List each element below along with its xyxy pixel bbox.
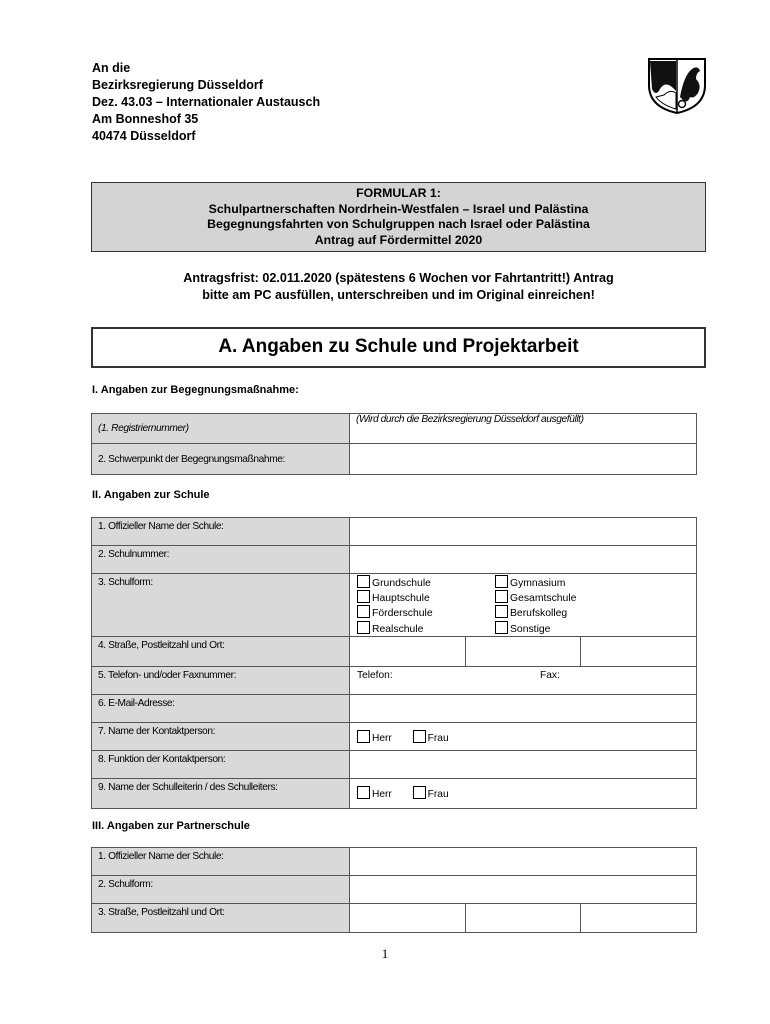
checkbox[interactable] [357,621,370,634]
school-name-label: 1. Offizieller Name der Schule: [92,518,350,546]
school-name-input[interactable] [350,518,697,546]
address-line: An die [92,61,131,75]
school-type-options [350,574,697,637]
measure-table [91,413,697,475]
checkbox[interactable] [357,575,370,588]
street-label: 4. Straße, Postleitzahl und Ort: [92,636,350,666]
contact-function-input[interactable] [350,750,697,778]
form-title-line: FORMULAR 1: [356,186,441,200]
herr-checkbox[interactable] [357,730,370,743]
section-a-title: A. Angaben zu Schule und Projektarbeit [91,327,706,368]
registration-number-field [350,414,697,444]
school-type-label: Grundschule [372,578,431,589]
school-type-label: Hauptschule [372,593,430,605]
school-type-label: Realschule [372,623,424,635]
principal-label: 9. Name der Schulleiterin / des Schulleiters: [92,778,350,808]
nrw-coat-of-arms-icon [646,55,708,115]
school-number-label: 2. Schulnummer: [92,546,350,574]
school-type-berufskolleg[interactable] [495,605,576,620]
postcode-input[interactable] [465,636,581,666]
page-number: 1 [381,946,389,961]
principal-field[interactable] [350,778,697,808]
address-line: Dez. 43.03 – Internationaler Austausch [92,95,321,109]
checkbox[interactable] [495,621,508,634]
partner-name-label: 1. Offizieller Name der Schule: [92,848,350,876]
frau-label: Frau [427,788,449,800]
checkbox[interactable] [357,590,370,603]
school-type-label: Berufskolleg [510,608,568,620]
form-title-box [91,182,706,252]
city-input[interactable] [581,636,697,666]
school-type-realschule[interactable] [357,621,495,636]
partner-postcode-input[interactable] [465,904,581,933]
checkbox[interactable] [357,605,370,618]
frau-checkbox[interactable] [413,730,426,743]
school-type-label: 3. Schulform: [92,574,350,637]
checkbox[interactable] [495,590,508,603]
registration-number-label [92,414,350,444]
phone-prefix: Telefon: [357,669,393,681]
section-2-heading: II. Angaben zur Schule [92,489,210,501]
school-type-label: Gymnasium [510,578,566,589]
school-type-foerderschule[interactable] [357,605,495,620]
school-type-sonstige[interactable] [495,621,576,636]
school-type-label: Gesamtschule [510,593,577,605]
partner-type-input[interactable] [350,876,697,904]
partner-school-table [91,847,697,933]
section-1-heading: I. Angaben zur Begegnungsmaßnahme: [92,384,299,396]
school-type-label: Förderschule [372,608,433,620]
school-number-input[interactable] [350,546,697,574]
partner-street-input[interactable] [350,904,466,933]
school-type-gesamtschule[interactable] [495,590,576,605]
partner-name-input[interactable] [350,848,697,876]
deadline-notice [91,270,706,304]
contact-person-field[interactable] [350,722,697,750]
herr-label: Herr [372,788,392,800]
focus-input[interactable] [350,444,697,475]
contact-person-label: 7. Name der Kontaktperson: [92,722,350,750]
partner-street-label: 3. Straße, Postleitzahl und Ort: [92,904,350,933]
partner-city-input[interactable] [581,904,697,933]
school-type-label: Sonstige [510,623,551,635]
school-type-gymnasium[interactable] [495,575,576,590]
deadline-line-2: bitte am PC ausfüllen, unterschreiben und im Original einreichen! [202,288,595,302]
checkbox[interactable] [495,575,508,588]
partner-type-label: 2. Schulform: [92,876,350,904]
email-input[interactable] [350,694,697,722]
phone-fax-field[interactable] [350,666,697,694]
school-type-grundschule[interactable] [357,575,495,590]
deadline-line-1: Antragsfrist: 02.011.2020 (spätestens 6 Wochen vor Fahrtantritt!) Antrag [183,271,614,285]
fax-prefix: Fax: [540,669,560,681]
form-title-line: Schulpartnerschaften Nordrhein-Westfalen – Israel und Palästina [208,201,589,216]
section-3-heading: III. Angaben zur Partnerschule [92,820,250,832]
street-input[interactable] [350,636,466,666]
address-line: 40474 Düsseldorf [92,129,196,143]
address-line: Bezirksregierung Düsseldorf [92,78,263,92]
registration-number-label-text: (1. Registriernummer) [98,423,189,434]
recipient-address [92,60,320,145]
school-table [91,517,697,809]
focus-label: 2. Schwerpunkt der Begegnungsmaßnahme: [92,444,350,475]
registration-note: (Wird durch die Bezirksregierung Düsseldorf ausgefüllt) [356,414,584,425]
form-title-line: Antrag auf Fördermittel 2020 [314,232,483,247]
frau-checkbox[interactable] [413,786,426,799]
form-title-line: Begegnungsfahrten von Schulgruppen nach Israel oder Palästina [207,217,590,231]
herr-label: Herr [372,732,392,744]
address-line: Am Bonneshof 35 [92,112,199,126]
frau-label: Frau [427,732,449,744]
email-label: 6. E-Mail-Adresse: [92,694,350,722]
checkbox[interactable] [495,605,508,618]
phone-label: 5. Telefon- und/oder Faxnummer: [92,666,350,694]
contact-function-label: 8. Funktion der Kontaktperson: [92,750,350,778]
school-type-hauptschule[interactable] [357,590,495,605]
herr-checkbox[interactable] [357,786,370,799]
